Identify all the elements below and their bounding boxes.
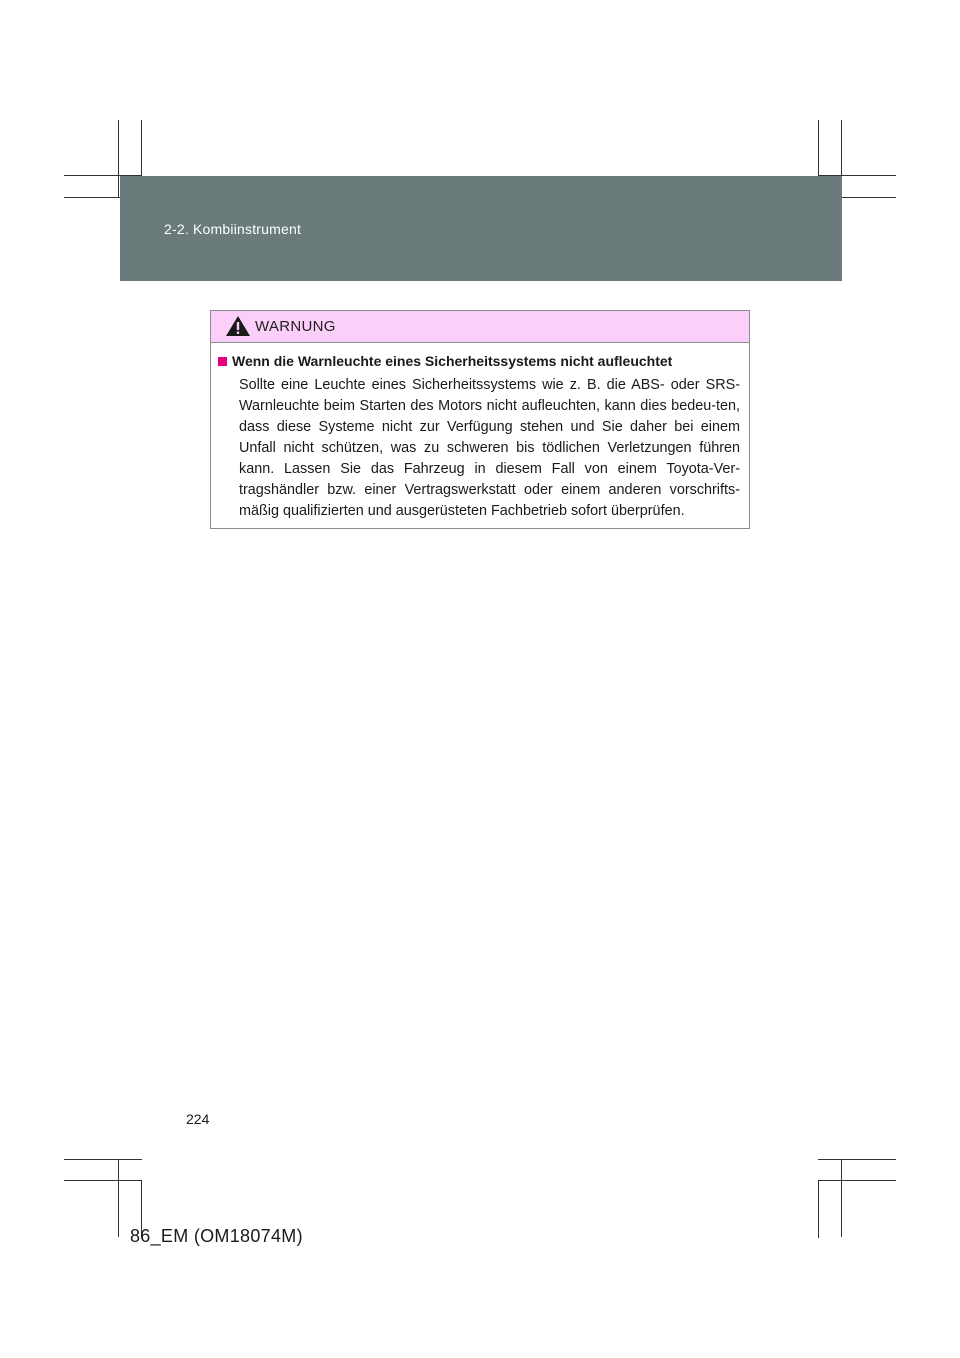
section-title: 2-2. Kombiinstrument	[164, 221, 302, 237]
crop-mark	[818, 1180, 896, 1181]
warning-box	[210, 310, 750, 529]
warning-body	[211, 343, 749, 522]
crop-mark	[64, 1180, 142, 1181]
crop-mark	[841, 1159, 842, 1237]
warning-heading-row	[218, 353, 740, 369]
warning-label: WARNUNG	[255, 318, 336, 335]
page-number: 224	[186, 1111, 210, 1127]
warning-header	[211, 311, 749, 343]
section-header-band	[120, 176, 842, 281]
crop-mark	[818, 1180, 819, 1238]
crop-mark	[118, 120, 119, 198]
bullet-square-icon	[218, 357, 227, 366]
crop-mark	[818, 1159, 896, 1160]
warning-paragraph: Sollte eine Leuchte eines Sicherheitssystems wie z. B. die ABS- oder SRS-Warnleuchte beim Starten des Motors nicht aufleuchten, kann dies bedeu-ten, dass diese Systeme nicht zur Verfügung stehen und Sie daher bei einem Unfall nicht schützen, was zu schweren bis tödlichen Verletzungen führen kann. Lassen Sie das Fahrzeug in diesem Fall von einem Toyota-Ver-tragshändler bzw. einer Vertragswerkstatt oder einem anderen vorschrifts-mäßig qualifizierten und ausgerüsteten Fachbetrieb sofort überprüfen.	[239, 377, 740, 519]
warning-triangle-icon	[225, 315, 251, 337]
warning-heading: Wenn die Warnleuchte eines Sicherheitssystems nicht aufleuchtet	[232, 353, 673, 369]
crop-mark	[64, 1159, 142, 1160]
crop-mark	[118, 1159, 119, 1237]
document-code: 86_EM (OM18074M)	[130, 1226, 303, 1246]
